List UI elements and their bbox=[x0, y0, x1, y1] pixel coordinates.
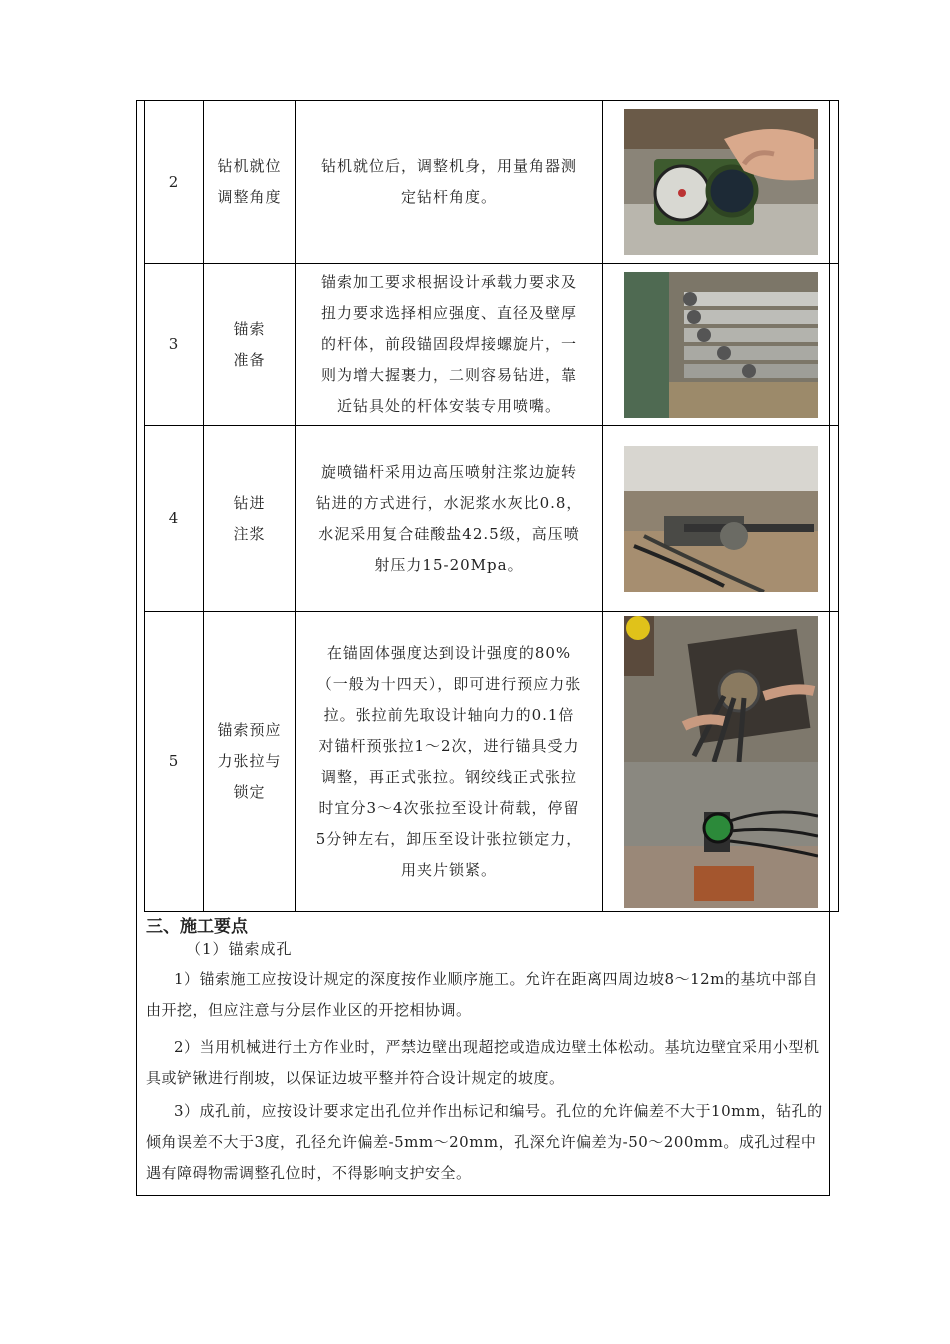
table-row bbox=[145, 612, 839, 912]
anchor-rods-photo bbox=[624, 272, 818, 418]
step-name: 锚索预应 力张拉与 锁定 bbox=[204, 612, 296, 912]
paragraph: 2）当用机械进行土方作业时，严禁边壁出现超挖或造成边壁土体松动。基坑边壁宜采用小型机具或铲锹进行削坡，以保证边坡平整并符合设计规定的坡度。 bbox=[146, 1038, 820, 1087]
tensioning-photo bbox=[624, 616, 818, 908]
drilling-photo bbox=[624, 446, 818, 592]
step-number: 3 bbox=[145, 264, 204, 426]
step-description: 旋喷锚杆采用边高压喷射注浆边旋转 钻进的方式进行，水泥浆水灰比0.8， 水泥采用复合硅酸盐42.5级，高压喷 射压力15-20Mpa。 bbox=[296, 426, 603, 612]
paragraph: 1）锚索施工应按设计规定的深度按作业顺序施工。允许在距离四周边坡8～12m的基坑中部自由开挖，但应注意与分层作业区的开挖相协调。 bbox=[146, 970, 818, 1019]
table-row bbox=[145, 264, 839, 426]
step-description: 在锚固体强度达到设计强度的80% （一般为十四天），即可进行预应力张 拉。张拉前先取设计轴向力的0.1倍 对锚杆预张拉1～2次，进行锚具受力 调整，再正式张拉。钢绞线正式张拉 时宜分3～4次张拉至设计荷载，停留 5分钟左右，卸压至设计张拉锁定力， 用夹片锁紧。 bbox=[296, 612, 603, 912]
steps-table bbox=[144, 100, 839, 912]
paragraph: 3）成孔前，应按设计要求定出孔位并作出标记和编号。孔位的允许偏差不大于10mm，钻孔的倾角误差不大于3度，孔径允许偏差-5mm～20mm，孔深允许偏差为-50～200mm。成孔过程中遇有障碍物需调整孔位时，不得影响支护安全。 bbox=[146, 1102, 823, 1182]
step-number: 4 bbox=[145, 426, 204, 612]
step-number: 2 bbox=[145, 101, 204, 264]
step-name: 钻机就位 调整角度 bbox=[204, 101, 296, 264]
step-description: 锚索加工要求根据设计承载力要求及 扭力要求选择相应强度、直径及壁厚 的杆体，前段锚固段焊接螺旋片，一 则为增大握裹力，二则容易钻进，靠 近钻具处的杆体安装专用喷嘴。 bbox=[296, 264, 603, 426]
section-title: 三、施工要点 bbox=[146, 917, 248, 937]
step-name: 钻进 注浆 bbox=[204, 426, 296, 612]
table-row bbox=[145, 426, 839, 612]
compass-photo bbox=[624, 109, 818, 255]
step-name: 锚索 准备 bbox=[204, 264, 296, 426]
step-number: 5 bbox=[145, 612, 204, 912]
table-row bbox=[145, 101, 839, 264]
step-description: 钻机就位后，调整机身，用量角器测 定钻杆角度。 bbox=[296, 101, 603, 264]
subsection-title: （1）锚索成孔 bbox=[186, 940, 293, 958]
